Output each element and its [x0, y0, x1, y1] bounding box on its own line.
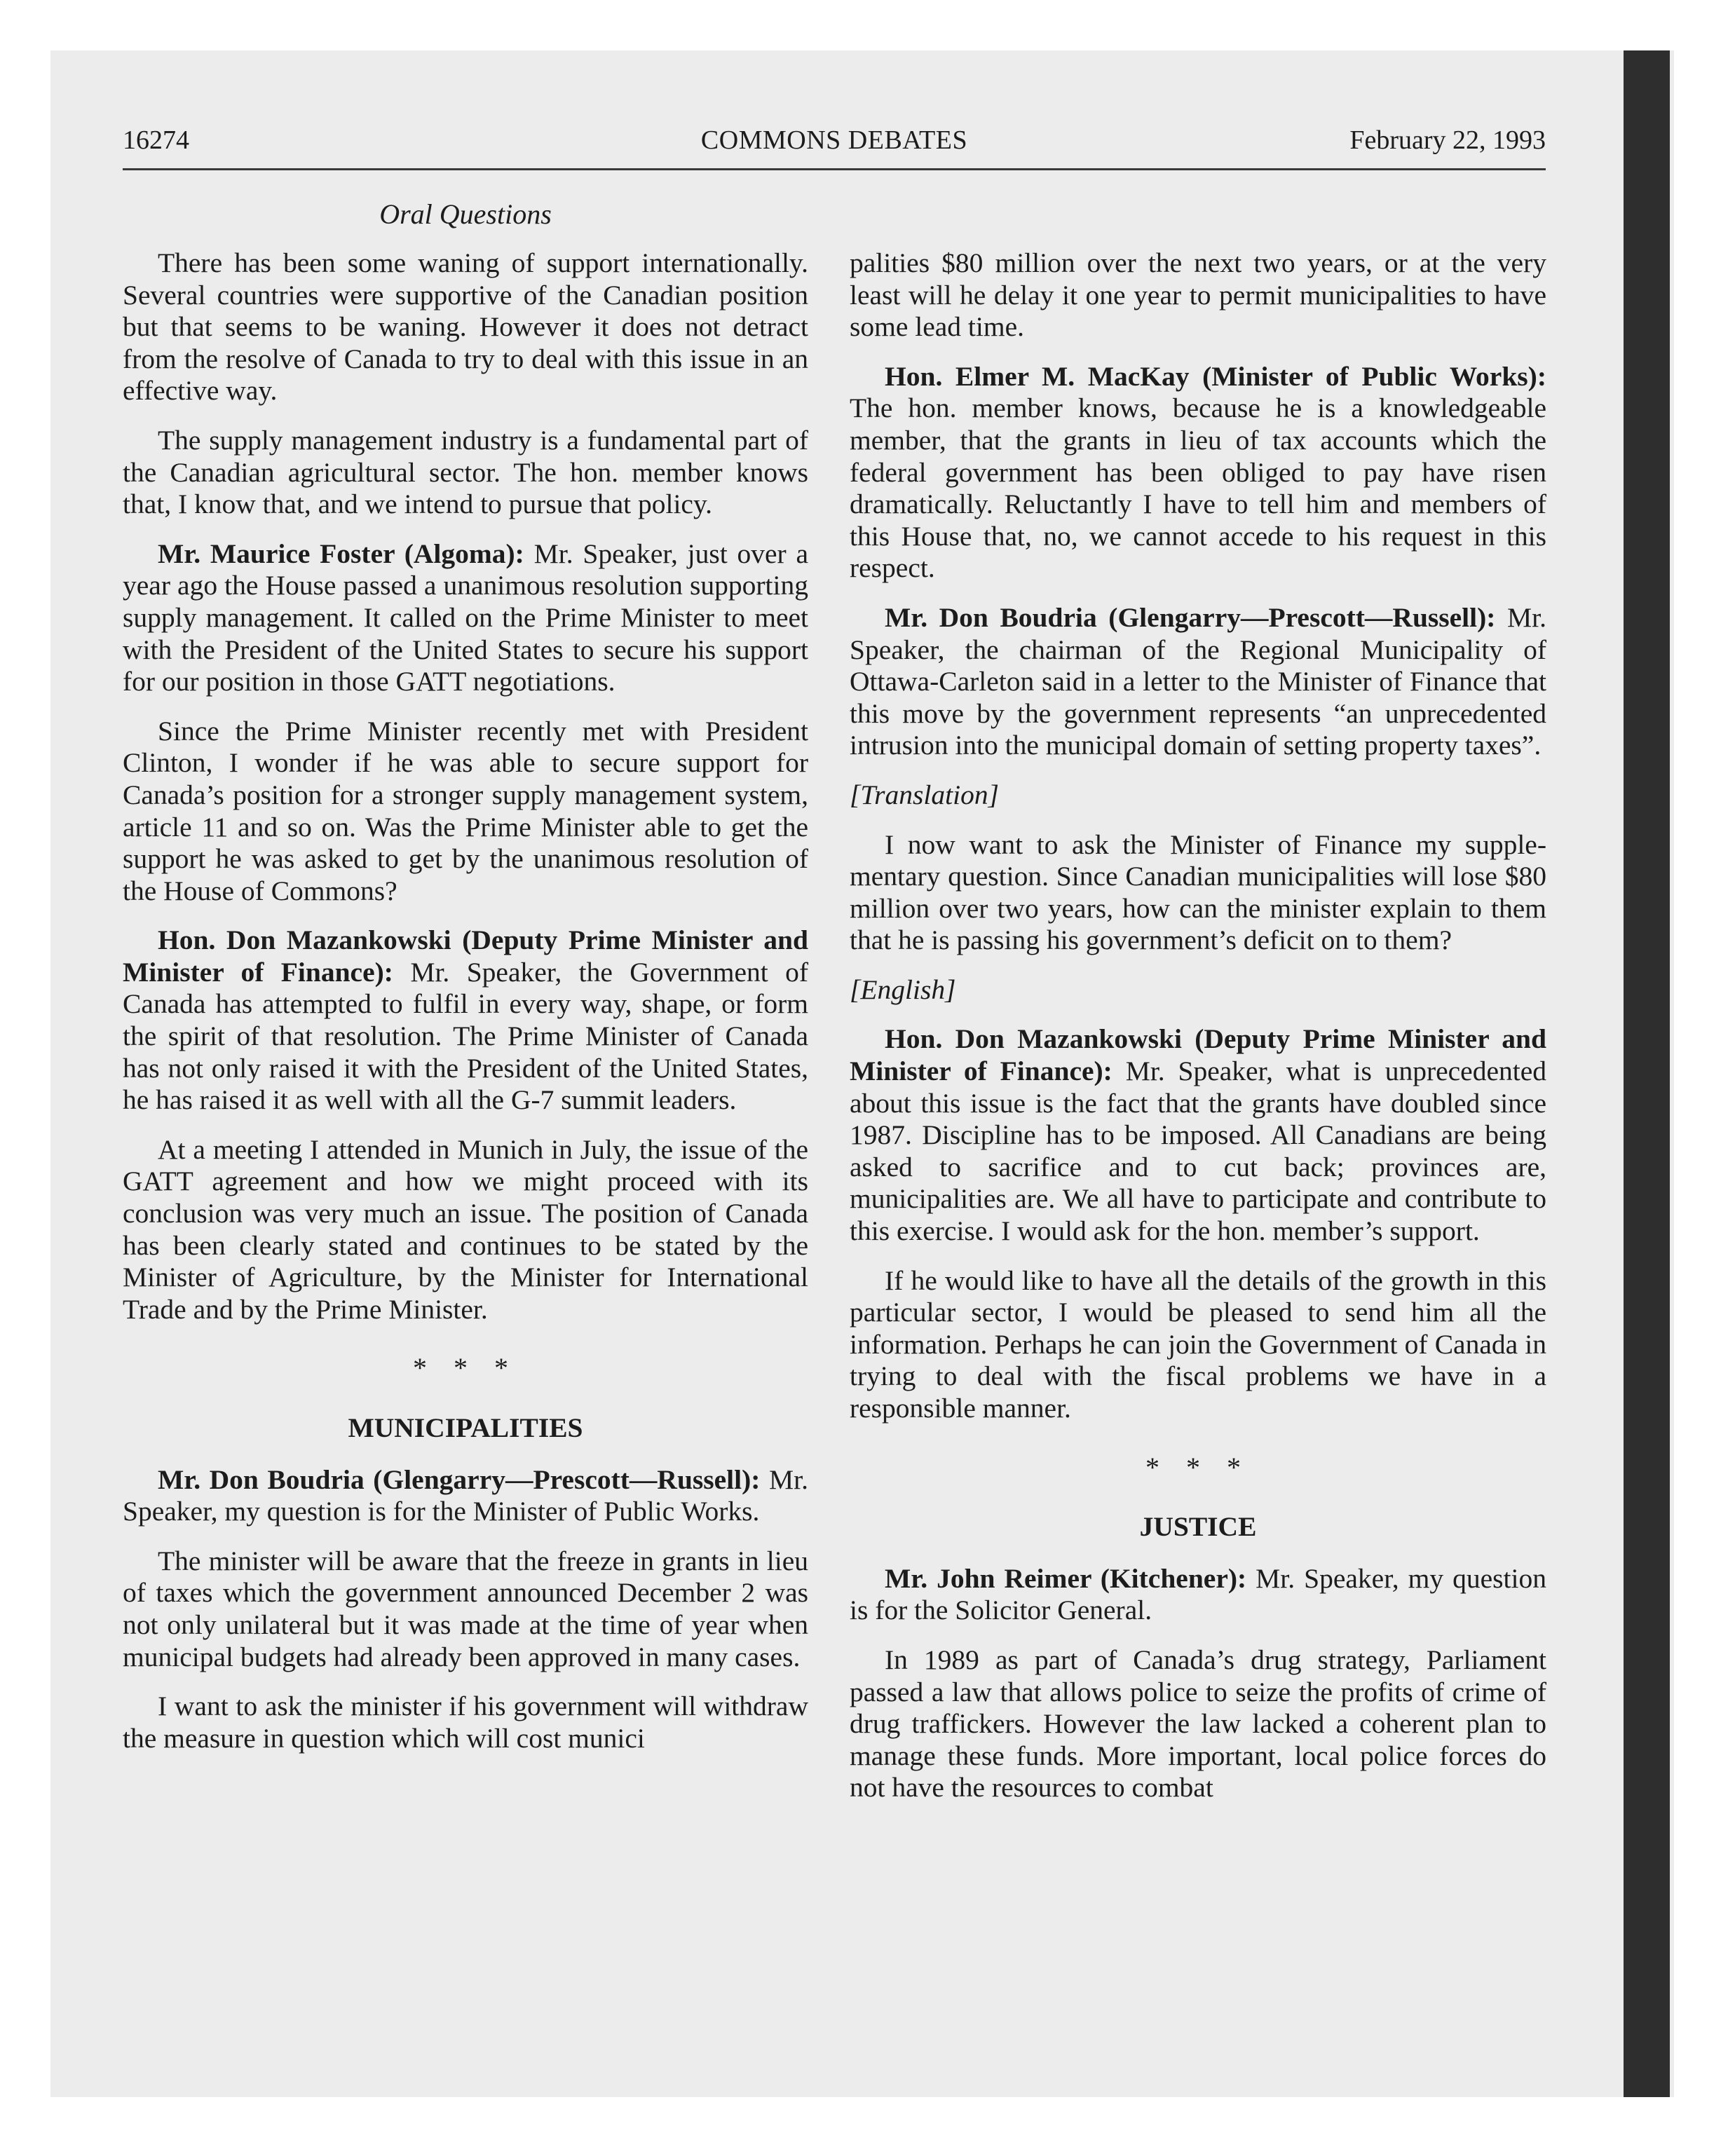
speaker-name: Hon. Elmer M. MacKay (Minister of Public Works):: [885, 360, 1546, 392]
speech-text: Mr. Speaker, my question is for the Minister of Public Works.: [123, 1464, 808, 1527]
speaker-name: Mr. Maurice Foster (Algoma):: [158, 538, 524, 569]
speaker-name: Mr. John Reimer (Kitchener):: [885, 1562, 1247, 1594]
paragraph: I want to ask the minister if his government will withdraw the measure in question which will cost munici: [123, 1691, 808, 1754]
page-header: [123, 125, 1546, 170]
speaker-name: Hon. Don Mazankowski (Deputy Prime Minister and Minister of Finance):: [850, 1023, 1546, 1087]
paragraph: There has been some waning of support internationally. Several countries were supportive of the Canadian position but that seems to be waning. However it does not detract from the resolve of Canada to try to deal with this issue in an effective way.: [123, 247, 808, 407]
paragraph: I now want to ask the Minister of Finance my supplementary question. Since Canadian municipalities will lose $80 million over two years, how can the minister explain to them that he is passing his government’s deficit on to them?: [850, 828, 1546, 956]
paragraph: Since the Prime Minister recently met with President Clinton, I wonder if he was able to secure support for Canada’s position for a stronger supply management system, article 11 and so on. Was the Prime Minister able to get the support he was asked to get by the unanimous resolution of the House of Commons?: [123, 715, 808, 906]
speaker-name: Mr. Don Boudria (Glengarry—Prescott—Russell):: [885, 601, 1496, 633]
scan-edge-shadow: [1624, 50, 1670, 2097]
language-tag: [English]: [850, 974, 956, 1005]
speaker-name: Hon. Don Mazankowski (Deputy Prime Minister and Minister of Finance):: [123, 925, 808, 988]
speech: [850, 602, 1546, 762]
paragraph: At a meeting I attended in Munich in July, the issue of the GATT agreement and how we might proceed with its conclusion was very much an issue. The position of Canada has been clearly stated and continues to be stated by the Minister of Agriculture, by the Minister for International Trade and by the Prime Minister.: [123, 1133, 808, 1325]
section-heading: MUNICIPALITIES: [348, 1412, 583, 1443]
section-heading: JUSTICE: [1139, 1511, 1257, 1543]
speech-text: Mr. Speaker, my question is for the Solicitor General.: [850, 1562, 1546, 1626]
speech: [850, 1563, 1546, 1627]
speech: [123, 1464, 808, 1528]
speech-text: Mr. Speaker, just over a year ago the House passed a unanimous resolution supporting supply management. It called on the Prime Minister to meet with the President of the United States to secure his support for our position in those GATT negotiations.: [123, 538, 808, 697]
speech-text: Mr. Speaker, what is unprecedented about this issue is the fact that the grants have doubled since 1987. Discipline has to be imposed. All Canadians are being asked to sacrifice and to cut back; provinces are, municipalities are. We all have to participate and contribute to this exercise. I would ask for the hon. member’s support.: [850, 1056, 1546, 1247]
speech-text: The hon. member knows, because he is a knowledgeable member, that the grants in lieu of tax accounts which the federal government has been obliged to pay have risen dramatically. Reluctantly I have to tell him and members of this House that, no, we cannot accede to his request in this respect.: [850, 393, 1546, 584]
speech: [850, 361, 1546, 585]
speech-text: Mr. Speaker, the chairman of the Regional Municipality of Ottawa-Carleton said in a letter to the Minister of Finance that this move by the government represents “an unprecedented intrusion into the municipal domain of setting property taxes”.: [850, 601, 1546, 761]
paragraph: If he would like to have all the details of the growth in this particular sector, I would be pleased to send him all the information. Perhaps he can join the Government of Canada in trying to deal with the fiscal problems we have in a responsible manner.: [850, 1264, 1546, 1424]
speaker-name: Mr. Don Boudria (Glengarry—Prescott—Russell):: [158, 1464, 761, 1495]
speech: [123, 538, 808, 698]
paragraph: The supply management industry is a fundamental part of the Canadian agricultural sector. The hon. member knows that, I know that, and we intend to pursue that policy.: [123, 424, 808, 520]
left-column: [123, 247, 808, 1772]
page-number: 16274: [123, 125, 189, 155]
section-label: Oral Questions: [379, 198, 552, 230]
publication-title: COMMONS DEBATES: [700, 125, 968, 155]
language-tag: [Translation]: [850, 779, 999, 810]
speech: [850, 1023, 1546, 1247]
speech: [123, 925, 808, 1117]
paragraph: In 1989 as part of Canada’s drug strategy, Parliament passed a law that allows police to seize the profits of crime of drug traffickers. However the law lacked a coherent plan to manage these funds. More important, local police forces do not have the resources to combat: [850, 1644, 1546, 1803]
section-separator: * * *: [413, 1352, 518, 1384]
speech-text: Mr. Speaker, the Government of Canada has attempted to fulfil in every way, shape, or form the spirit of that resolution. The Prime Minister of Canada has not only raised it with the President of the United States, he has raised it as well with all the G-7 summit leaders.: [123, 956, 808, 1116]
page-date: February 22, 1993: [1349, 125, 1546, 155]
right-column: [850, 247, 1546, 1822]
paragraph: The minister will be aware that the freeze in grants in lieu of taxes which the government announced December 2 was not only unilateral but it was made at the time of year when municipal budgets had already been approved in many cases.: [123, 1545, 808, 1672]
paragraph-continued: palities $80 million over the next two years, or at the very least will he delay it one year to permit municipalities to have some lead time.: [850, 247, 1546, 343]
section-separator: * * *: [1145, 1451, 1251, 1483]
